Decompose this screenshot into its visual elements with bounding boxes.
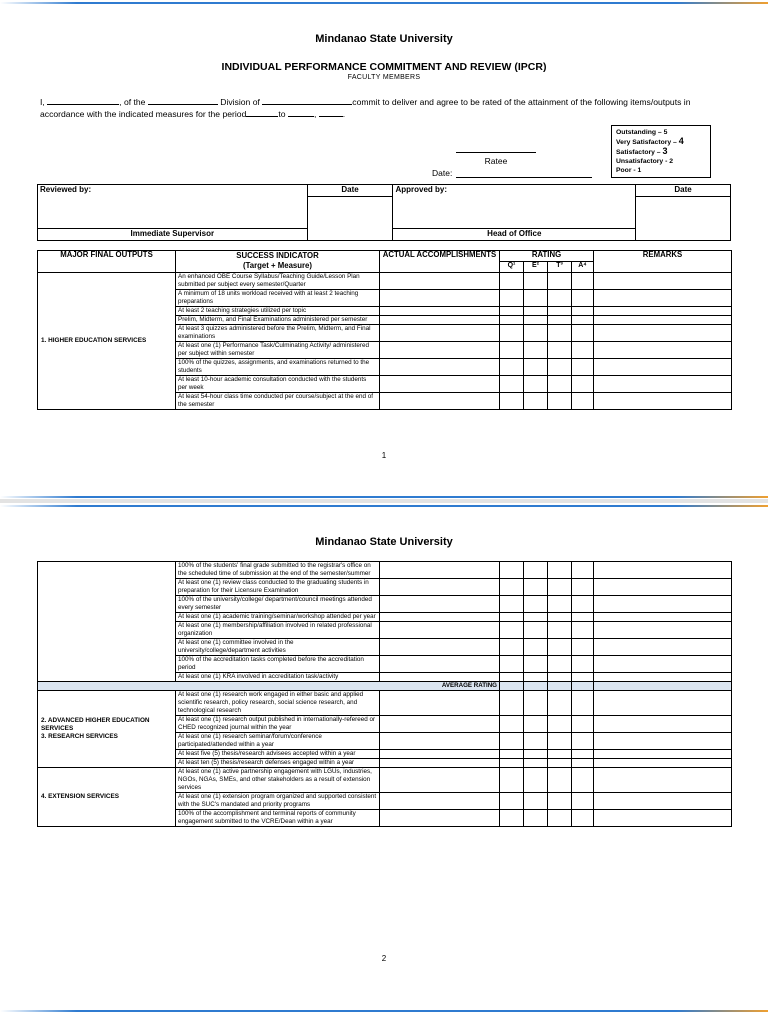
rating-t-cell[interactable] <box>548 733 572 750</box>
rating-a-cell[interactable] <box>572 342 594 359</box>
rating-t-cell[interactable] <box>548 325 572 342</box>
rating-q-cell[interactable] <box>500 316 524 325</box>
page1-rows <box>38 273 732 410</box>
rating-t-cell[interactable] <box>548 673 572 682</box>
major-final-output-cell <box>38 562 176 682</box>
rating-a-cell[interactable] <box>572 579 594 596</box>
rating-a-cell[interactable] <box>572 596 594 613</box>
remarks-cell[interactable] <box>594 307 732 316</box>
rating-q-cell[interactable] <box>500 656 524 673</box>
rating-e-cell[interactable] <box>524 613 548 622</box>
rating-q-cell[interactable] <box>500 273 524 290</box>
success-indicator-cell: 100% of the accreditation tasks completed before the accreditation period <box>176 656 380 673</box>
actual-accomplishment-cell[interactable] <box>380 768 500 793</box>
rating-t-cell[interactable] <box>548 579 572 596</box>
actual-accomplishment-cell[interactable] <box>380 376 500 393</box>
col-rating-t: T³ <box>548 262 572 273</box>
remarks-cell[interactable] <box>594 622 732 639</box>
success-indicator-cell: At least one (1) active partnership engagement with LGUs, industries, NGOs, NGAs, SMEs, and other stakeholders as a result of extension services <box>176 768 380 793</box>
rating-e-cell[interactable] <box>524 793 548 810</box>
rating-e-cell[interactable] <box>524 359 548 376</box>
division-blank[interactable] <box>262 96 352 105</box>
actual-accomplishment-cell[interactable] <box>380 359 500 376</box>
rating-t-cell[interactable] <box>548 759 572 768</box>
rating-a-cell[interactable] <box>572 359 594 376</box>
rating-t-cell[interactable] <box>548 639 572 656</box>
remarks-cell[interactable] <box>594 290 732 307</box>
major-final-output-cell <box>38 691 176 768</box>
rating-t-cell[interactable] <box>548 622 572 639</box>
rating-t-cell[interactable] <box>548 376 572 393</box>
legend-unsatisfactory: Unsatisfactory - 2 <box>616 158 674 165</box>
success-indicator-cell: At least 3 quizzes administered before the Prelim, Midterm, and Final examinations <box>176 325 380 342</box>
rating-e-cell[interactable] <box>524 562 548 579</box>
actual-accomplishment-cell[interactable] <box>380 639 500 656</box>
ipcr-table-page2 <box>37 561 732 827</box>
ipcr-table-page1 <box>37 250 732 410</box>
average-rating-row <box>38 682 732 691</box>
research-rows <box>38 691 732 768</box>
rating-e-cell[interactable] <box>524 307 548 316</box>
actual-accomplishment-cell[interactable] <box>380 316 500 325</box>
actual-accomplishment-cell[interactable] <box>380 656 500 673</box>
reviewed-date-cell[interactable] <box>307 197 393 241</box>
immediate-supervisor-label: Immediate Supervisor <box>38 229 308 241</box>
actual-accomplishment-cell[interactable] <box>380 759 500 768</box>
university-name: Mindanao State University <box>315 33 453 45</box>
rating-q-cell[interactable] <box>500 673 524 682</box>
position-blank[interactable] <box>148 96 218 105</box>
rating-a-cell[interactable] <box>572 273 594 290</box>
approved-date-header: Date <box>636 185 731 197</box>
rating-e-cell[interactable] <box>524 376 548 393</box>
col-remarks: REMARKS <box>594 251 732 273</box>
remarks-cell[interactable] <box>594 673 732 682</box>
remarks-cell[interactable] <box>594 656 732 673</box>
approver-signature-area[interactable] <box>393 197 636 229</box>
rating-q-cell[interactable] <box>500 768 524 793</box>
rating-t-cell[interactable] <box>548 691 572 716</box>
page-number-2: 2 <box>381 954 387 963</box>
form-subtitle: FACULTY MEMBERS <box>347 74 421 81</box>
success-indicator-cell: At least one (1) committee involved in the university/college/department activities <box>176 639 380 656</box>
rating-e-cell[interactable] <box>524 759 548 768</box>
remarks-cell[interactable] <box>594 325 732 342</box>
reviewed-date-header: Date <box>307 185 393 197</box>
rating-q-cell[interactable] <box>500 691 524 716</box>
name-blank[interactable] <box>47 96 119 105</box>
rating-q-cell[interactable] <box>500 290 524 307</box>
avg-e-cell[interactable] <box>524 682 548 691</box>
actual-accomplishment-cell[interactable] <box>380 342 500 359</box>
rating-q-cell[interactable] <box>500 622 524 639</box>
success-indicator-cell: At least one (1) extension program organized and supported consistent with the SUC's mandated and priority programs <box>176 793 380 810</box>
rating-q-cell[interactable] <box>500 793 524 810</box>
page-number-1: 1 <box>381 451 387 460</box>
success-indicator-cell: 100% of the students' final grade submitted to the registrar's office on the scheduled time of submission at the end of the semester/summer <box>176 562 380 579</box>
rating-t-cell[interactable] <box>548 793 572 810</box>
rating-e-cell[interactable] <box>524 393 548 410</box>
rating-a-cell[interactable] <box>572 810 594 827</box>
success-indicator-cell: 100% of the accomplishment and terminal reports of community engagement submitted to the VCRE/Dean within a year <box>176 810 380 827</box>
rating-q-cell[interactable] <box>500 325 524 342</box>
success-indicator-cell: At least five (5) thesis/research advisees accepted within a year <box>176 750 380 759</box>
rating-a-cell[interactable] <box>572 716 594 733</box>
ratee-label: Ratee <box>484 156 508 166</box>
period-to-blank[interactable] <box>288 108 314 117</box>
table-row <box>38 691 732 716</box>
actual-accomplishment-cell[interactable] <box>380 673 500 682</box>
rating-t-cell[interactable] <box>548 750 572 759</box>
extension-rows <box>38 768 732 827</box>
legend-outstanding: Outstanding – 5 <box>616 129 668 136</box>
rating-t-cell[interactable] <box>548 716 572 733</box>
rating-t-cell[interactable] <box>548 393 572 410</box>
rating-a-cell[interactable] <box>572 562 594 579</box>
rating-a-cell[interactable] <box>572 290 594 307</box>
rating-e-cell[interactable] <box>524 750 548 759</box>
success-indicator-cell: At least one (1) membership/affiliation involved in related professional organization <box>176 622 380 639</box>
rating-t-cell[interactable] <box>548 273 572 290</box>
remarks-cell[interactable] <box>594 733 732 750</box>
legend-satisfactory: Satisfactory – 3 <box>616 146 668 156</box>
rating-e-cell[interactable] <box>524 342 548 359</box>
success-indicator-cell: At least one (1) academic training/seminar/workshop attended per year <box>176 613 380 622</box>
period-from-blank[interactable] <box>246 108 278 117</box>
rating-t-cell[interactable] <box>548 307 572 316</box>
ratee-date-label: Date: <box>432 168 453 178</box>
success-indicator-cell: At least ten (5) thesis/research defenses engaged within a year <box>176 759 380 768</box>
rating-q-cell[interactable] <box>500 759 524 768</box>
rating-e-cell[interactable] <box>524 290 548 307</box>
success-indicator-cell: 100% of the university/college/ department/council meetings attended every semester <box>176 596 380 613</box>
remarks-cell[interactable] <box>594 579 732 596</box>
avg-remarks-cell[interactable] <box>594 682 732 691</box>
rating-q-cell[interactable] <box>500 810 524 827</box>
avg-a-cell[interactable] <box>572 682 594 691</box>
success-indicator-cell: At least one (1) Performance Task/Culminating Activity/ administered per subject within semester <box>176 342 380 359</box>
actual-accomplishment-cell[interactable] <box>380 596 500 613</box>
rating-e-cell[interactable] <box>524 810 548 827</box>
legend-very-satisfactory: Very Satisfactory – 4 <box>616 136 684 146</box>
rating-q-cell[interactable] <box>500 716 524 733</box>
col-rating-q: Q¹ <box>500 262 524 273</box>
success-indicator-cell: At least 10-hour academic consultation conducted with the students per week <box>176 376 380 393</box>
remarks-cell[interactable] <box>594 810 732 827</box>
remarks-cell[interactable] <box>594 316 732 325</box>
period-year-blank[interactable] <box>319 108 343 117</box>
rating-q-cell[interactable] <box>500 613 524 622</box>
rating-a-cell[interactable] <box>572 613 594 622</box>
commitment-statement: I, , of the Division of commit to deliver and agree to be rated of the attainment of the following items/outputs in accordance with the indicated measures for the period to , . <box>40 97 691 119</box>
success-indicator-cell: A minimum of 18 units workload received with at least 2 teaching preparations <box>176 290 380 307</box>
reviewed-by-label: Reviewed by: <box>38 185 308 197</box>
remarks-cell[interactable] <box>594 750 732 759</box>
remarks-cell[interactable] <box>594 759 732 768</box>
actual-accomplishment-cell[interactable] <box>380 579 500 596</box>
rating-e-cell[interactable] <box>524 579 548 596</box>
table-row <box>38 273 732 290</box>
rating-e-cell[interactable] <box>524 639 548 656</box>
page2-top-bar <box>0 505 768 507</box>
rating-a-cell[interactable] <box>572 793 594 810</box>
col-rating: RATING <box>500 251 594 262</box>
rating-t-cell[interactable] <box>548 342 572 359</box>
rating-q-cell[interactable] <box>500 376 524 393</box>
actual-accomplishment-cell[interactable] <box>380 691 500 716</box>
rating-t-cell[interactable] <box>548 768 572 793</box>
rating-a-cell[interactable] <box>572 325 594 342</box>
remarks-cell[interactable] <box>594 273 732 290</box>
actual-accomplishment-cell[interactable] <box>380 393 500 410</box>
actual-accomplishment-cell[interactable] <box>380 750 500 759</box>
success-indicator-cell: Prelim, Midterm, and Final Examinations administered per semester <box>176 316 380 325</box>
col-success-indicator: SUCCESS INDICATOR (Target + Measure) <box>176 251 380 273</box>
rating-e-cell[interactable] <box>524 768 548 793</box>
average-rating-label: AVERAGE RATING <box>38 682 500 691</box>
col-rating-a: A⁴ <box>572 262 594 273</box>
actual-accomplishment-cell[interactable] <box>380 613 500 622</box>
rating-q-cell[interactable] <box>500 342 524 359</box>
page2-bottom-bar <box>0 1010 768 1012</box>
rating-a-cell[interactable] <box>572 376 594 393</box>
rating-a-cell[interactable] <box>572 691 594 716</box>
success-indicator-cell: At least one (1) research seminar/forum/conference participated/attended within a year <box>176 733 380 750</box>
rating-t-cell[interactable] <box>548 562 572 579</box>
rating-e-cell[interactable] <box>524 733 548 750</box>
remarks-cell[interactable] <box>594 562 732 579</box>
rating-a-cell[interactable] <box>572 750 594 759</box>
success-indicator-cell: At least one (1) KRA involved in accreditation task/activity <box>176 673 380 682</box>
rating-e-cell[interactable] <box>524 673 548 682</box>
rating-t-cell[interactable] <box>548 613 572 622</box>
ratee-signature-line <box>456 152 536 153</box>
major-final-output-cell: 4. EXTENSION SERVICES <box>38 768 176 827</box>
table-row <box>38 562 732 579</box>
actual-accomplishment-cell[interactable] <box>380 810 500 827</box>
rating-e-cell[interactable] <box>524 716 548 733</box>
actual-accomplishment-cell[interactable] <box>380 793 500 810</box>
remarks-cell[interactable] <box>594 376 732 393</box>
remarks-cell[interactable] <box>594 596 732 613</box>
col-actual-accomplishments: ACTUAL ACCOMPLISHMENTS <box>380 251 500 273</box>
rating-a-cell[interactable] <box>572 768 594 793</box>
signature-table <box>37 184 731 241</box>
col-major-final-outputs: MAJOR FINAL OUTPUTS <box>38 251 176 273</box>
rating-a-cell[interactable] <box>572 656 594 673</box>
remarks-cell[interactable] <box>594 691 732 716</box>
success-indicator-cell: At least 2 teaching strategies utilized per topic <box>176 307 380 316</box>
rating-t-cell[interactable] <box>548 810 572 827</box>
rating-t-cell[interactable] <box>548 359 572 376</box>
actual-accomplishment-cell[interactable] <box>380 325 500 342</box>
rating-e-cell[interactable] <box>524 656 548 673</box>
actual-accomplishment-cell[interactable] <box>380 716 500 733</box>
table-row <box>38 768 732 793</box>
remarks-cell[interactable] <box>594 393 732 410</box>
approved-by-label: Approved by: <box>393 185 636 197</box>
rating-q-cell[interactable] <box>500 733 524 750</box>
remarks-cell[interactable] <box>594 342 732 359</box>
rating-e-cell[interactable] <box>524 316 548 325</box>
col-rating-e: E² <box>524 262 548 273</box>
avg-q-cell[interactable] <box>500 682 524 691</box>
page1-bottom-bar <box>0 496 768 498</box>
rating-a-cell[interactable] <box>572 733 594 750</box>
rating-q-cell[interactable] <box>500 393 524 410</box>
rating-a-cell[interactable] <box>572 639 594 656</box>
actual-accomplishment-cell[interactable] <box>380 273 500 290</box>
major-final-output-cell: 1. HIGHER EDUCATION SERVICES <box>38 273 176 410</box>
rating-q-cell[interactable] <box>500 596 524 613</box>
rating-legend <box>611 125 711 178</box>
rating-e-cell[interactable] <box>524 622 548 639</box>
remarks-cell[interactable] <box>594 613 732 622</box>
rating-e-cell[interactable] <box>524 273 548 290</box>
rating-a-cell[interactable] <box>572 393 594 410</box>
actual-accomplishment-cell[interactable] <box>380 622 500 639</box>
legend-poor: Poor - 1 <box>616 167 642 174</box>
success-indicator-cell: 100% of the quizzes, assignments, and examinations returned to the students <box>176 359 380 376</box>
rating-e-cell[interactable] <box>524 691 548 716</box>
rating-e-cell[interactable] <box>524 596 548 613</box>
rating-e-cell[interactable] <box>524 325 548 342</box>
rating-a-cell[interactable] <box>572 307 594 316</box>
remarks-cell[interactable] <box>594 793 732 810</box>
rating-a-cell[interactable] <box>572 622 594 639</box>
rating-a-cell[interactable] <box>572 673 594 682</box>
rating-q-cell[interactable] <box>500 639 524 656</box>
reviewer-signature-area[interactable] <box>38 197 308 229</box>
actual-accomplishment-cell[interactable] <box>380 307 500 316</box>
rating-q-cell[interactable] <box>500 307 524 316</box>
approved-date-cell[interactable] <box>636 197 731 241</box>
rating-t-cell[interactable] <box>548 656 572 673</box>
rating-q-cell[interactable] <box>500 579 524 596</box>
rating-q-cell[interactable] <box>500 750 524 759</box>
page-separator <box>0 499 768 503</box>
remarks-cell[interactable] <box>594 639 732 656</box>
page2-cont-rows <box>38 562 732 682</box>
rating-a-cell[interactable] <box>572 316 594 325</box>
top-accent-bar <box>0 2 768 4</box>
rating-a-cell[interactable] <box>572 759 594 768</box>
success-indicator-cell: At least one (1) research work engaged in either basic and applied scientific research, policy research, social science research, and technological research <box>176 691 380 716</box>
rating-q-cell[interactable] <box>500 562 524 579</box>
mfo-advanced-higher-education: 2. ADVANCED HIGHER EDUCATION SERVICES <box>41 717 150 732</box>
rating-t-cell[interactable] <box>548 290 572 307</box>
rating-t-cell[interactable] <box>548 596 572 613</box>
remarks-cell[interactable] <box>594 768 732 793</box>
rating-t-cell[interactable] <box>548 316 572 325</box>
remarks-cell[interactable] <box>594 359 732 376</box>
head-of-office-label: Head of Office <box>393 229 636 241</box>
success-indicator-cell: An enhanced OBE Course Syllabus/Teaching Guide/Lesson Plan submitted per subject every semester/Quarter <box>176 273 380 290</box>
actual-accomplishment-cell[interactable] <box>380 290 500 307</box>
form-title: INDIVIDUAL PERFORMANCE COMMITMENT AND REVIEW (IPCR) <box>221 61 547 73</box>
ratee-date-line[interactable] <box>456 177 592 178</box>
success-indicator-cell: At least one (1) research output published in internationally-refereed or CHED recognized journal within the year <box>176 716 380 733</box>
success-indicator-cell: At least 54-hour class time conducted per course/subject at the end of the semester <box>176 393 380 410</box>
university-name-page2: Mindanao State University <box>315 536 453 548</box>
mfo-research-services: 3. RESEARCH SERVICES <box>41 733 118 740</box>
remarks-cell[interactable] <box>594 716 732 733</box>
rating-q-cell[interactable] <box>500 359 524 376</box>
success-indicator-cell: At least one (1) review class conducted to the graduating students in preparation for their Licensure Examination <box>176 579 380 596</box>
actual-accomplishment-cell[interactable] <box>380 733 500 750</box>
actual-accomplishment-cell[interactable] <box>380 562 500 579</box>
avg-t-cell[interactable] <box>548 682 572 691</box>
